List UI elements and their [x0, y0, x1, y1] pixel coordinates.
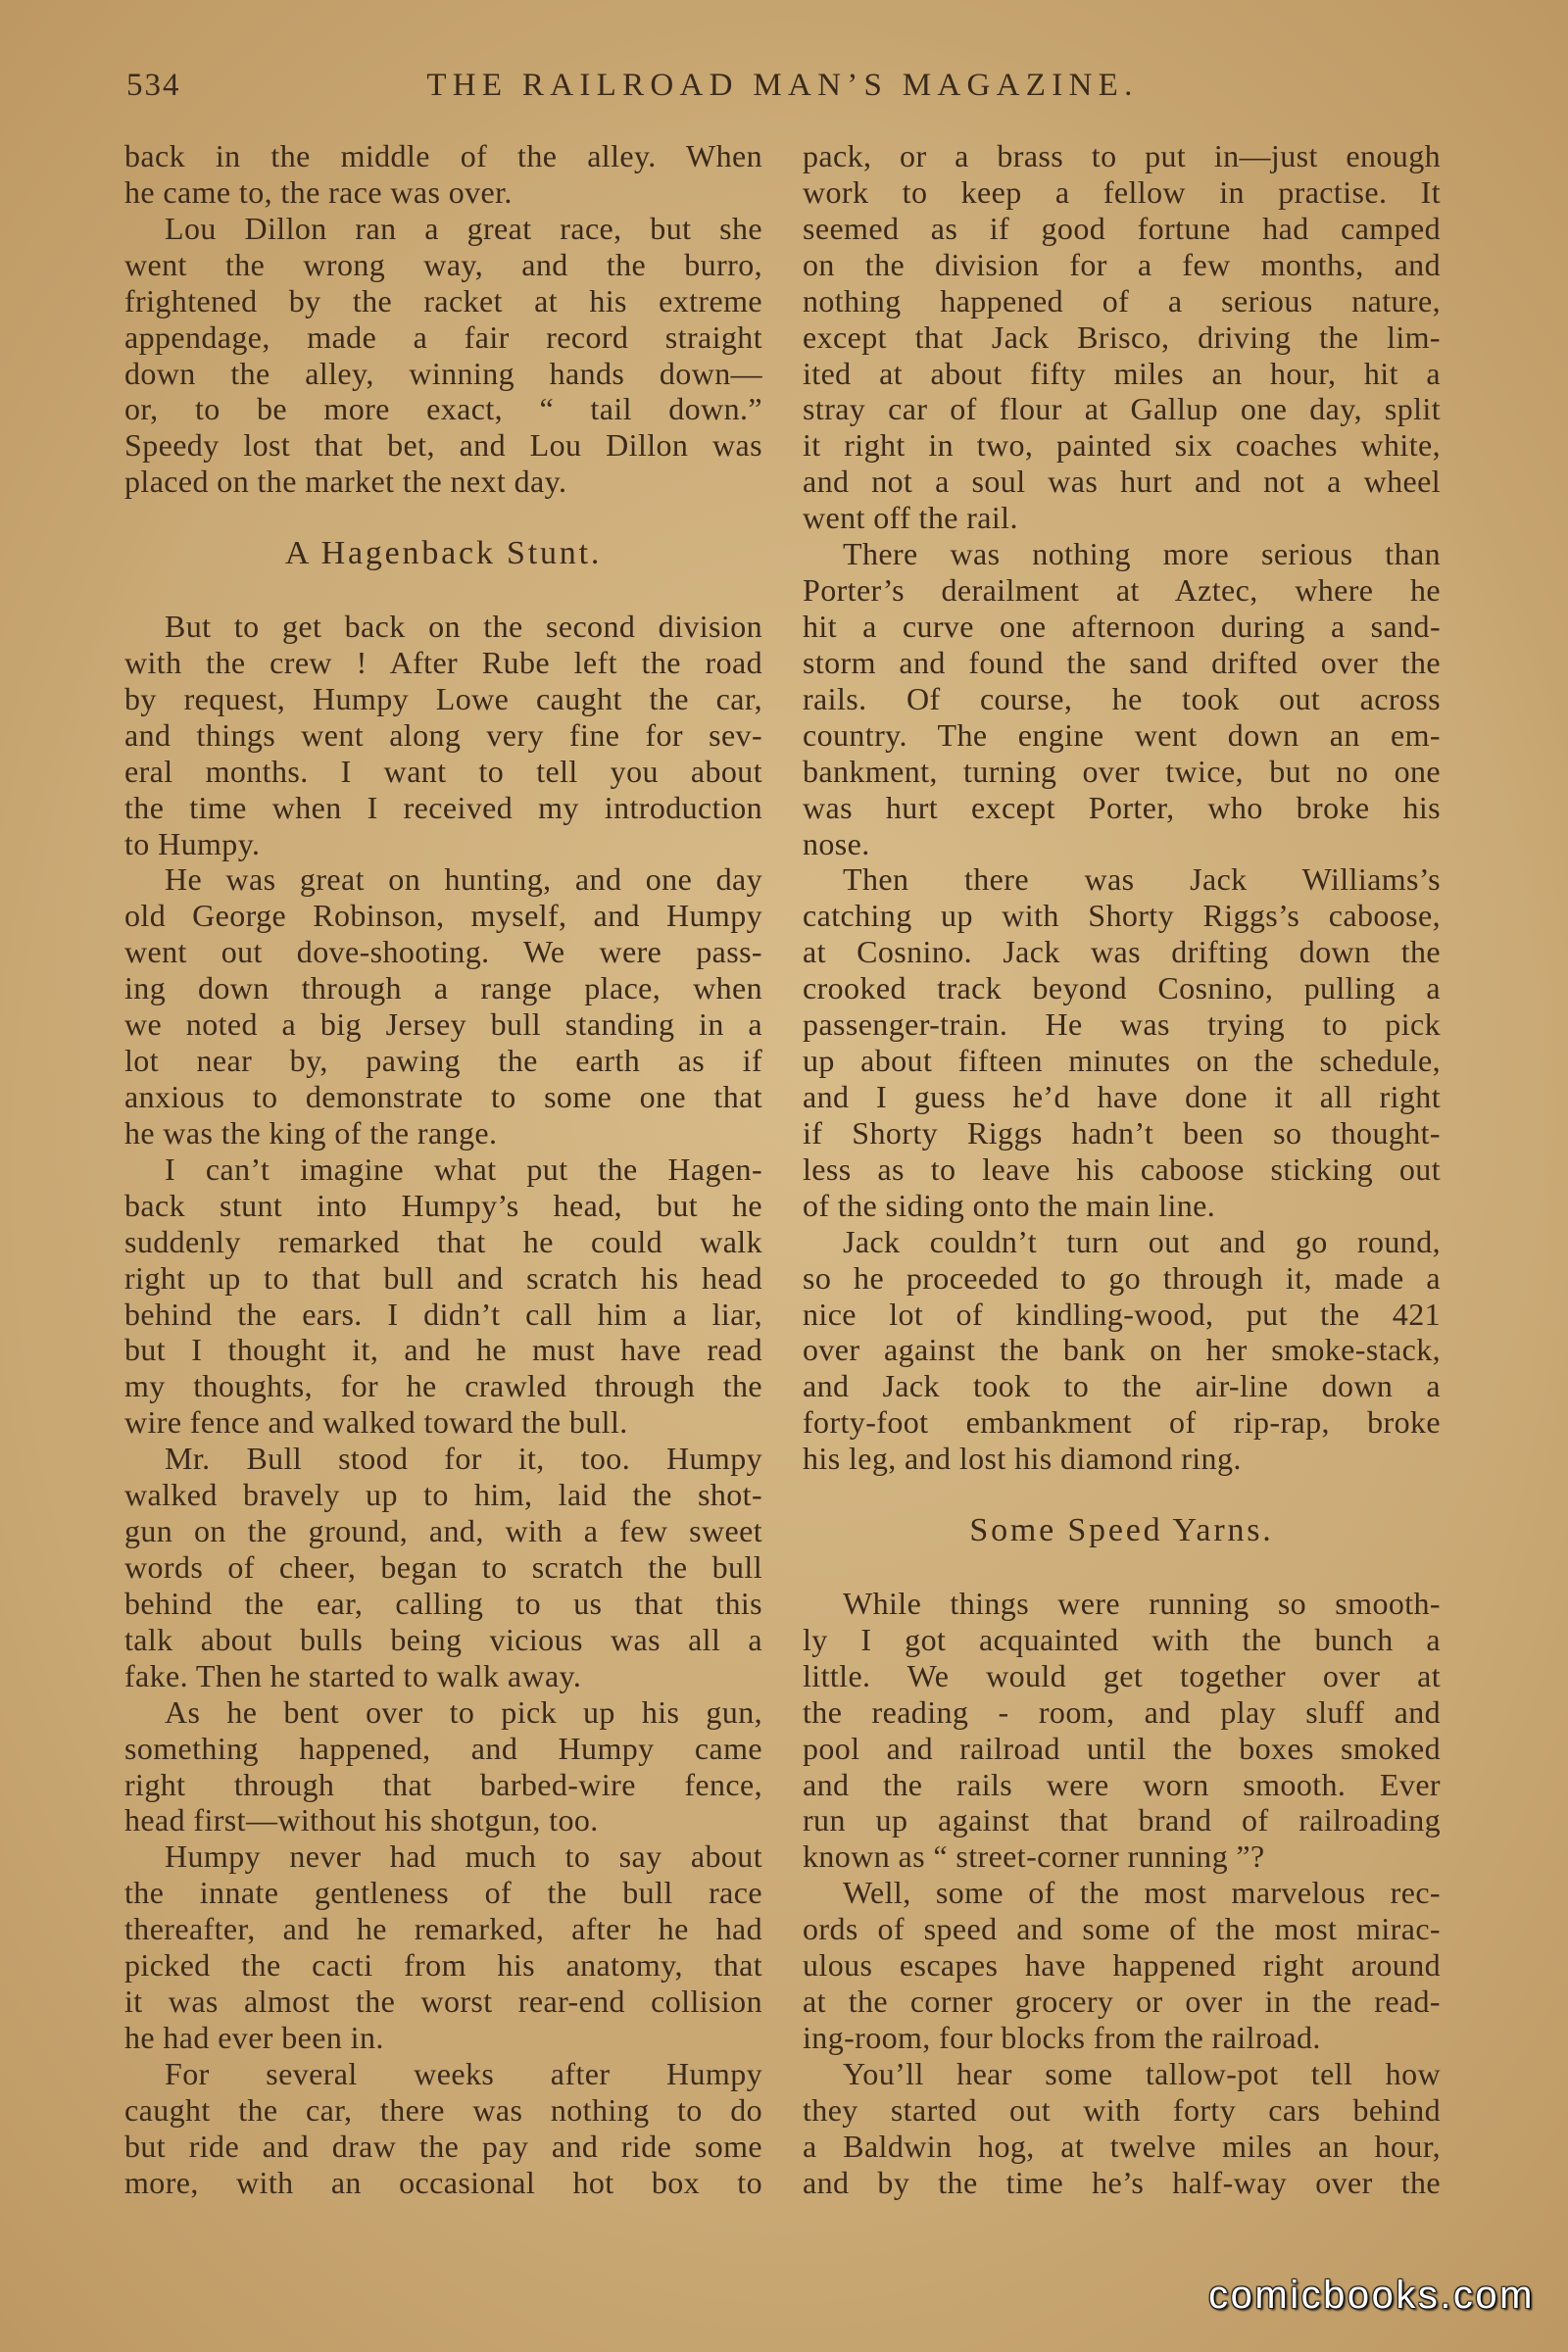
text-line: lot near by, pawing the earth as if — [124, 1043, 762, 1079]
text-line: something happened, and Humpy came — [124, 1730, 762, 1766]
text-line: down the alley, winning hands down— — [124, 355, 762, 391]
text-line: While things were running so smooth- — [843, 1585, 1441, 1621]
text-line: run up against that brand of railroading — [803, 1802, 1441, 1838]
watermark: comicbooks.com — [1208, 2274, 1535, 2317]
text-line: the reading - room, and play sluff and — [803, 1693, 1441, 1730]
text-line: You’ll hear some tallow-pot tell how — [843, 2055, 1441, 2091]
text-line: hit a curve one afternoon during a sand- — [803, 608, 1441, 644]
text-line: he was the king of the range. — [124, 1114, 498, 1151]
paragraph — [803, 1586, 1441, 1875]
text-line: forty-foot embankment of rip-rap, broke — [803, 1404, 1441, 1441]
text-line: his leg, and lost his diamond ring. — [803, 1441, 1242, 1477]
text-line: As he bent over to pick up his gun, — [165, 1693, 762, 1730]
paragraph — [124, 1152, 762, 1441]
text-line: stray car of flour at Gallup one day, split — [803, 391, 1441, 427]
text-line: He was great on hunting, and one day — [165, 861, 762, 898]
text-line: words of cheer, began to scratch the bull — [124, 1548, 762, 1585]
text-line: and Jack took to the air-line down a — [803, 1368, 1441, 1404]
text-line: seemed as if good fortune had camped — [803, 210, 1441, 246]
text-line: we noted a big Jersey bull standing in a — [124, 1006, 762, 1043]
text-line: crooked track beyond Cosnino, pulling a — [803, 970, 1441, 1006]
section-heading: Some Speed Yarns. — [969, 1512, 1274, 1549]
text-line: There was nothing more serious than — [843, 536, 1441, 572]
text-line: nothing happened of a serious nature, — [803, 282, 1441, 318]
section-heading: A Hagenback Stunt. — [284, 535, 603, 572]
text-line: pack, or a brass to put in—just enough — [803, 138, 1441, 173]
text-line: but ride and draw the pay and ride some — [124, 2128, 762, 2164]
text-line: gun on the ground, and, with a few sweet — [124, 1513, 762, 1549]
text-line: the innate gentleness of the bull race — [124, 1875, 762, 1911]
text-line: on the division for a few months, and — [803, 246, 1441, 282]
text-line: Well, some of the most marvelous rec- — [843, 1875, 1441, 1911]
text-line: head first—without his shotgun, too. — [124, 1802, 599, 1838]
paragraph — [124, 1694, 762, 1839]
text-line: Speedy lost that bet, and Lou Dillon was — [124, 427, 762, 464]
text-line: Mr. Bull stood for it, too. Humpy — [165, 1441, 762, 1477]
text-line: if Shorty Riggs hadn’t been so thought- — [803, 1114, 1441, 1151]
left-column — [124, 138, 762, 2201]
text-line: it was almost the worst rear-end collision — [124, 1984, 762, 2020]
paragraph — [803, 2056, 1441, 2201]
text-line: work to keep a fellow in practise. It — [803, 173, 1441, 210]
text-line: For several weeks after Humpy — [165, 2055, 762, 2091]
page-number: 534 — [126, 68, 181, 103]
text-line: and the rails were worn smooth. Ever — [803, 1766, 1441, 1802]
paragraph — [124, 2056, 762, 2201]
paragraph — [124, 138, 762, 211]
paragraph — [803, 1875, 1441, 2056]
text-line: he came to, the race was over. — [124, 173, 513, 210]
text-line: ords of speed and some of the most mirac- — [803, 1911, 1441, 1947]
text-line: walked bravely up to him, laid the shot- — [124, 1477, 762, 1513]
text-line: went the wrong way, and the burro, — [124, 246, 762, 282]
text-line: little. We would get together over at — [803, 1657, 1441, 1693]
text-line: ly I got acquainted with the bunch a — [803, 1621, 1441, 1657]
text-line: appendage, made a fair record straight — [124, 318, 762, 355]
text-line: and by the time he’s half-way over the — [803, 2164, 1441, 2200]
text-line: at the corner grocery or over in the read- — [803, 1984, 1441, 2020]
text-line: a Baldwin hog, at twelve miles an hour, — [803, 2128, 1441, 2164]
text-line: caught the car, there was nothing to do — [124, 2091, 762, 2128]
text-line: except that Jack Brisco, driving the lim- — [803, 318, 1441, 355]
paragraph — [124, 211, 762, 500]
text-line: picked the cacti from his anatomy, that — [124, 1947, 762, 1984]
text-line: ited at about fifty miles an hour, hit a — [803, 355, 1441, 391]
text-line: my thoughts, for he crawled through the — [124, 1368, 762, 1404]
paragraph — [803, 861, 1441, 1223]
text-line: wire fence and walked toward the bull. — [124, 1404, 628, 1441]
text-line: frightened by the racket at his extreme — [124, 282, 762, 318]
paragraph — [803, 536, 1441, 861]
right-column — [803, 138, 1441, 2201]
text-line: behind the ears. I didn’t call him a liar, — [124, 1296, 762, 1332]
text-line: it right in two, painted six coaches white, — [803, 427, 1441, 464]
text-line: ing-room, four blocks from the railroad. — [803, 2019, 1321, 2055]
text-line: ing down through a range place, when — [124, 970, 762, 1006]
text-line: nose. — [803, 825, 870, 861]
paragraph — [803, 1224, 1441, 1477]
text-line: he had ever been in. — [124, 2019, 384, 2055]
text-line: the time when I received my introduction — [124, 789, 762, 825]
text-line: of the siding onto the main line. — [803, 1187, 1216, 1223]
text-line: was hurt except Porter, who broke his — [803, 789, 1441, 825]
text-line: right through that barbed-wire fence, — [124, 1766, 762, 1802]
paragraph — [803, 138, 1441, 536]
text-line: storm and found the sand drifted over the — [803, 644, 1441, 680]
paragraph — [124, 1838, 762, 2056]
paragraph — [124, 861, 762, 1151]
text-line: eral months. I want to tell you about — [124, 753, 762, 789]
text-line: Jack couldn’t turn out and go round, — [843, 1223, 1441, 1259]
text-line: over against the bank on her smoke-stack, — [803, 1332, 1441, 1368]
paragraph — [124, 609, 762, 861]
text-line: Then there was Jack Williams’s — [843, 861, 1441, 898]
text-line: old George Robinson, myself, and Humpy — [124, 898, 762, 934]
text-line: Porter’s derailment at Aztec, where he — [803, 572, 1441, 609]
text-line: back in the middle of the alley. When — [124, 138, 762, 173]
text-line: fake. Then he started to walk away. — [124, 1657, 582, 1693]
text-line: suddenly remarked that he could walk — [124, 1223, 762, 1259]
running-head: THE RAILROAD MAN’S MAGAZINE. — [426, 68, 1139, 103]
paragraph — [124, 1441, 762, 1693]
text-line: pool and railroad until the boxes smoked — [803, 1730, 1441, 1766]
text-line: less as to leave his caboose sticking out — [803, 1151, 1441, 1187]
text-line: behind the ear, calling to us that this — [124, 1585, 762, 1621]
text-line: bankment, turning over twice, but no one — [803, 753, 1441, 789]
text-line: and I guess he’d have done it all right — [803, 1078, 1441, 1114]
text-line: catching up with Shorty Riggs’s caboose, — [803, 898, 1441, 934]
text-line: up about fifteen minutes on the schedule, — [803, 1043, 1441, 1079]
text-line: thereafter, and he remarked, after he had — [124, 1911, 762, 1947]
text-line: went out dove-shooting. We were pass- — [124, 934, 762, 970]
text-line: and things went along very fine for sev- — [124, 716, 762, 753]
text-line: so he proceeded to go through it, made a — [803, 1259, 1441, 1296]
text-line: nice lot of kindling-wood, put the 421 — [803, 1296, 1441, 1332]
text-line: Humpy never had much to say about — [165, 1838, 762, 1875]
text-line: I can’t imagine what put the Hagen- — [165, 1151, 762, 1187]
text-line: anxious to demonstrate to some one that — [124, 1078, 762, 1114]
text-line: Lou Dillon ran a great race, but she — [165, 210, 762, 246]
text-line: passenger-train. He was trying to pick — [803, 1006, 1441, 1043]
text-line: ulous escapes have happened right around — [803, 1947, 1441, 1984]
text-line: more, with an occasional hot box to — [124, 2164, 762, 2200]
text-line: rails. Of course, he took out across — [803, 680, 1441, 716]
text-line: talk about bulls being vicious was all a — [124, 1621, 762, 1657]
text-line: at Cosnino. Jack was drifting down the — [803, 934, 1441, 970]
text-line: or, to be more exact, “ tail down.” — [124, 391, 762, 427]
text-line: country. The engine went down an em- — [803, 716, 1441, 753]
text-line: by request, Humpy Lowe caught the car, — [124, 680, 762, 716]
text-line: and not a soul was hurt and not a wheel — [803, 464, 1441, 500]
text-line: but I thought it, and he must have read — [124, 1332, 762, 1368]
text-line: back stunt into Humpy’s head, but he — [124, 1187, 762, 1223]
text-line: went off the rail. — [803, 500, 1018, 536]
text-line: right up to that bull and scratch his head — [124, 1259, 762, 1296]
text-line: But to get back on the second division — [165, 609, 762, 644]
text-line: known as “ street-corner running ”? — [803, 1838, 1265, 1875]
text-line: to Humpy. — [124, 825, 261, 861]
text-line: they started out with forty cars behind — [803, 2091, 1441, 2128]
text-line: placed on the market the next day. — [124, 464, 567, 500]
text-line: with the crew ! After Rube left the road — [124, 644, 762, 680]
